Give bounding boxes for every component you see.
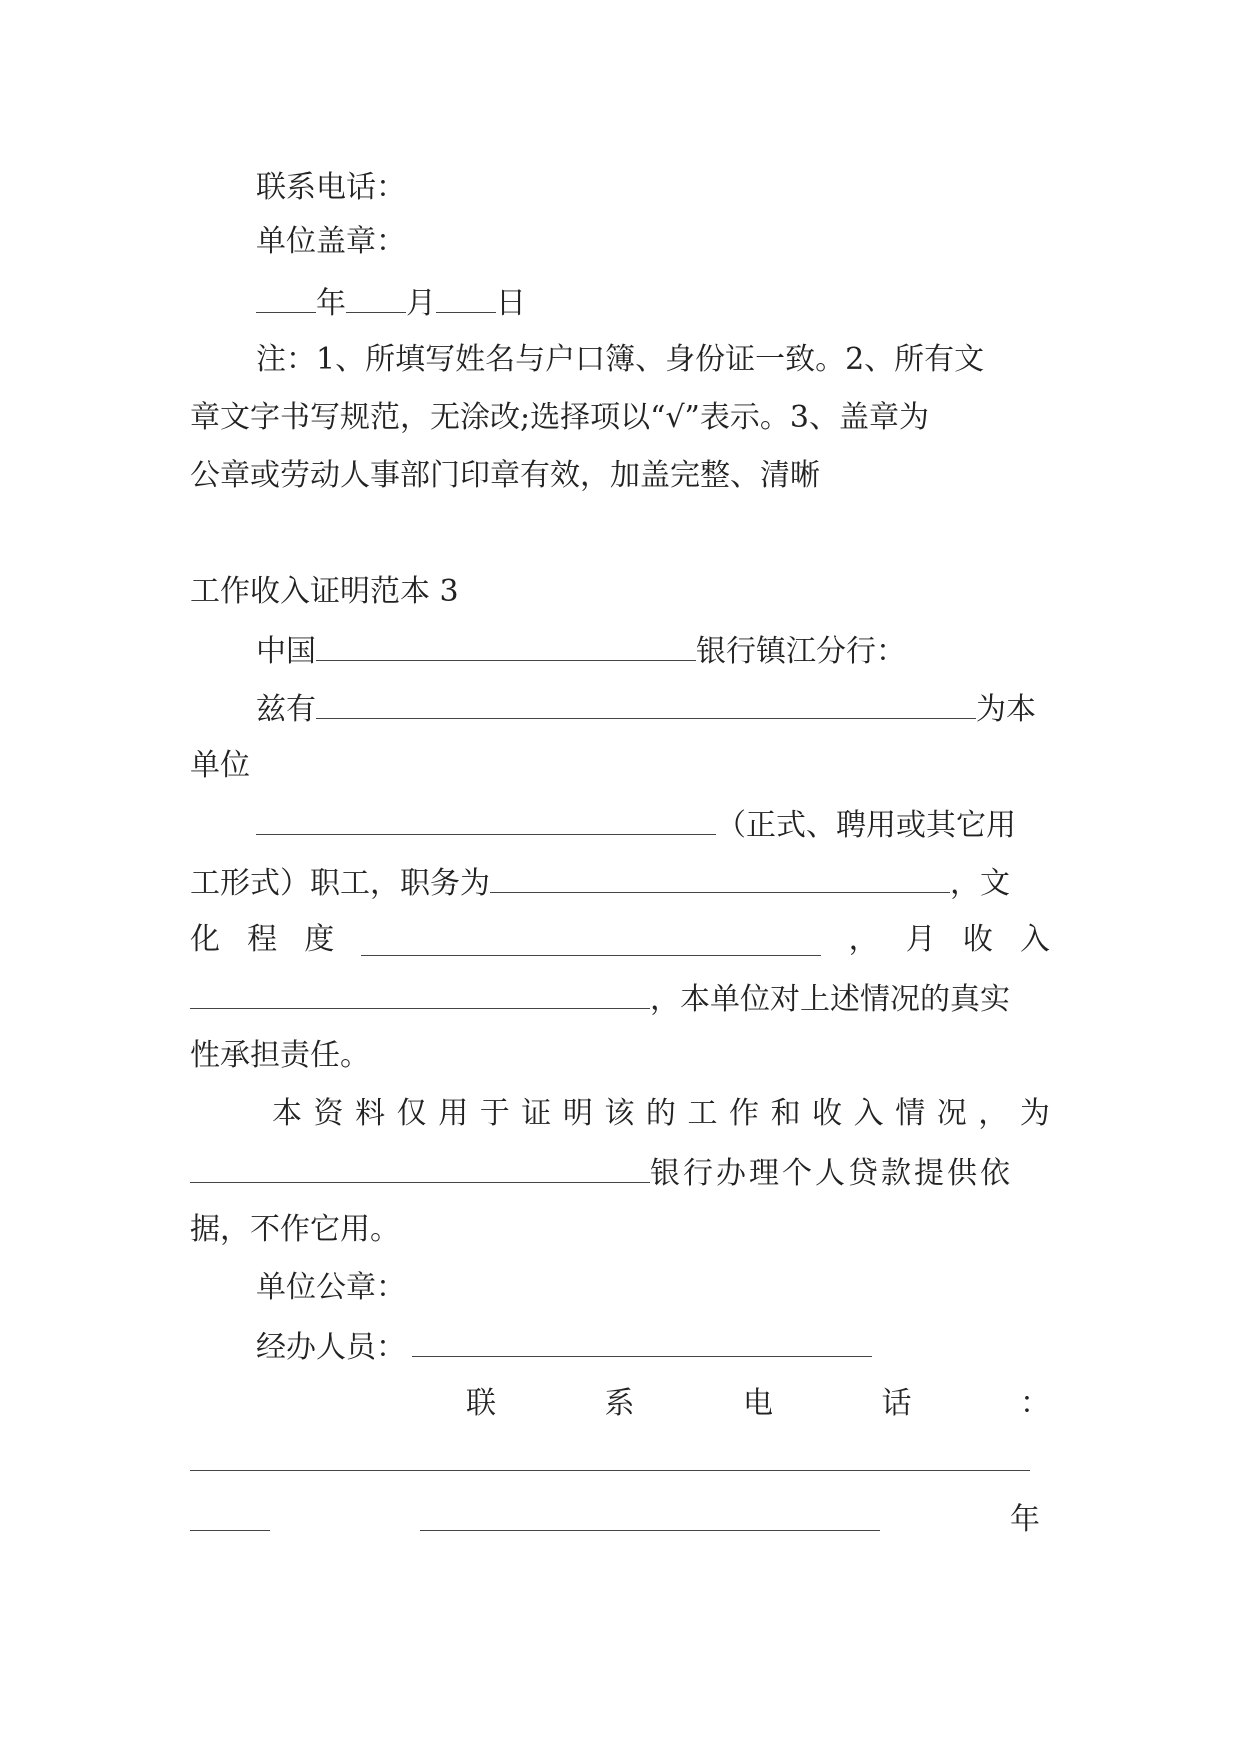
note-line-3: 公章或劳动人事部门印章有效，加盖完整、清晰 xyxy=(190,458,820,493)
unit-line: 单位 xyxy=(190,748,250,783)
edu-char: 度 xyxy=(304,922,335,957)
section-title: 工作收入证明范本 3 xyxy=(190,574,459,609)
purpose-char: 和 xyxy=(770,1096,801,1131)
handler-label: 经办人员： xyxy=(256,1330,406,1365)
salutation-prefix: 中国 xyxy=(256,634,316,669)
purpose-char: 仅 xyxy=(396,1096,427,1131)
edu-char: 化 xyxy=(190,922,220,957)
phone-char: 电 xyxy=(743,1386,773,1421)
purpose-char: 情 xyxy=(895,1096,926,1131)
purpose-char: 料 xyxy=(355,1096,386,1131)
note-line-2: 章文字书写规范，无涂改;选择项以“√”表示。3、盖章为 xyxy=(190,400,929,435)
bank-blank[interactable] xyxy=(190,1152,650,1183)
handler-blank[interactable] xyxy=(412,1326,872,1357)
purpose-char: 的 xyxy=(645,1096,676,1131)
purpose-char: 工 xyxy=(687,1096,718,1131)
purpose-char: 作 xyxy=(729,1096,760,1131)
month-label: 月 xyxy=(406,286,436,321)
purpose-char: 为 xyxy=(1019,1096,1050,1131)
income-line xyxy=(190,978,1050,1018)
phone-label: 联系电话： xyxy=(256,170,406,205)
bank-purpose-line xyxy=(190,1152,1050,1192)
income-char: 收 xyxy=(962,922,993,957)
purpose-char: 该 xyxy=(604,1096,635,1131)
employee-line xyxy=(190,688,1050,728)
phone-char: 系 xyxy=(604,1386,635,1421)
purpose-char: 明 xyxy=(562,1096,593,1131)
education-income-line xyxy=(190,920,1050,960)
phone-char: 话 xyxy=(881,1386,912,1421)
responsibility-end: 性承担责任。 xyxy=(190,1038,370,1073)
employment-type-blank[interactable] xyxy=(256,804,716,835)
note-line-1: 注：1、所填写姓名与户口簿、身份证一致。2、所有文 xyxy=(256,342,985,377)
salutation-line xyxy=(190,630,1050,670)
official-stamp-label: 单位公章： xyxy=(256,1270,406,1305)
purpose-char: ， xyxy=(978,1096,1009,1131)
responsibility-suffix: ，本单位对上述情况的真实 xyxy=(650,982,1010,1017)
purpose-line xyxy=(190,1094,1050,1134)
purpose-char: 证 xyxy=(521,1096,552,1131)
trailing-blank-short[interactable] xyxy=(190,1530,270,1531)
purpose-char: 用 xyxy=(438,1096,469,1131)
trailing-blank-long[interactable] xyxy=(420,1530,880,1531)
bank-suffix: 银行办理个人贷款提供依 xyxy=(650,1156,1013,1191)
year-label: 年 xyxy=(316,286,346,321)
zi-suffix: 为本 xyxy=(976,692,1036,727)
contact-phone-line xyxy=(190,1384,1050,1424)
employee-name-blank[interactable] xyxy=(316,688,976,719)
month-blank[interactable] xyxy=(346,282,406,313)
employment-type-line xyxy=(190,804,1050,844)
salutation-suffix: 银行镇江分行： xyxy=(696,634,906,669)
income-blank[interactable] xyxy=(190,978,650,1009)
zi-prefix: 兹有 xyxy=(256,692,316,727)
income-char: 入 xyxy=(1019,922,1050,957)
duty-prefix: 工形式）职工，职务为 xyxy=(190,866,490,901)
purpose-char: 入 xyxy=(853,1096,884,1131)
purpose-char: 于 xyxy=(479,1096,510,1131)
education-blank[interactable] xyxy=(361,925,821,956)
purpose-char: 资 xyxy=(313,1096,344,1131)
duty-blank[interactable] xyxy=(490,862,950,893)
duty-suffix: ，文 xyxy=(950,866,1010,901)
purpose-char: 况 xyxy=(936,1096,967,1131)
handler-line xyxy=(190,1326,1050,1366)
edu-char: 程 xyxy=(247,922,278,957)
year-blank[interactable] xyxy=(256,282,316,313)
income-char: 月 xyxy=(905,922,936,957)
edu-comma: ， xyxy=(848,922,879,957)
date-line xyxy=(190,282,1050,322)
stamp-label: 单位盖章： xyxy=(256,224,406,259)
purpose-char: 收 xyxy=(812,1096,843,1131)
year-char: 年 xyxy=(1010,1502,1040,1537)
contact-phone-blank[interactable] xyxy=(190,1470,1030,1471)
closing-line: 据，不作它用。 xyxy=(190,1212,400,1247)
phone-char: 联 xyxy=(466,1386,496,1421)
bank-name-blank[interactable] xyxy=(316,630,696,661)
purpose-char: 本 xyxy=(272,1096,302,1131)
day-blank[interactable] xyxy=(436,282,496,313)
day-label: 日 xyxy=(496,286,526,321)
employment-note: （正式、聘用或其它用 xyxy=(716,808,1016,843)
duty-line xyxy=(190,862,1050,902)
phone-char: ： xyxy=(1020,1386,1050,1421)
